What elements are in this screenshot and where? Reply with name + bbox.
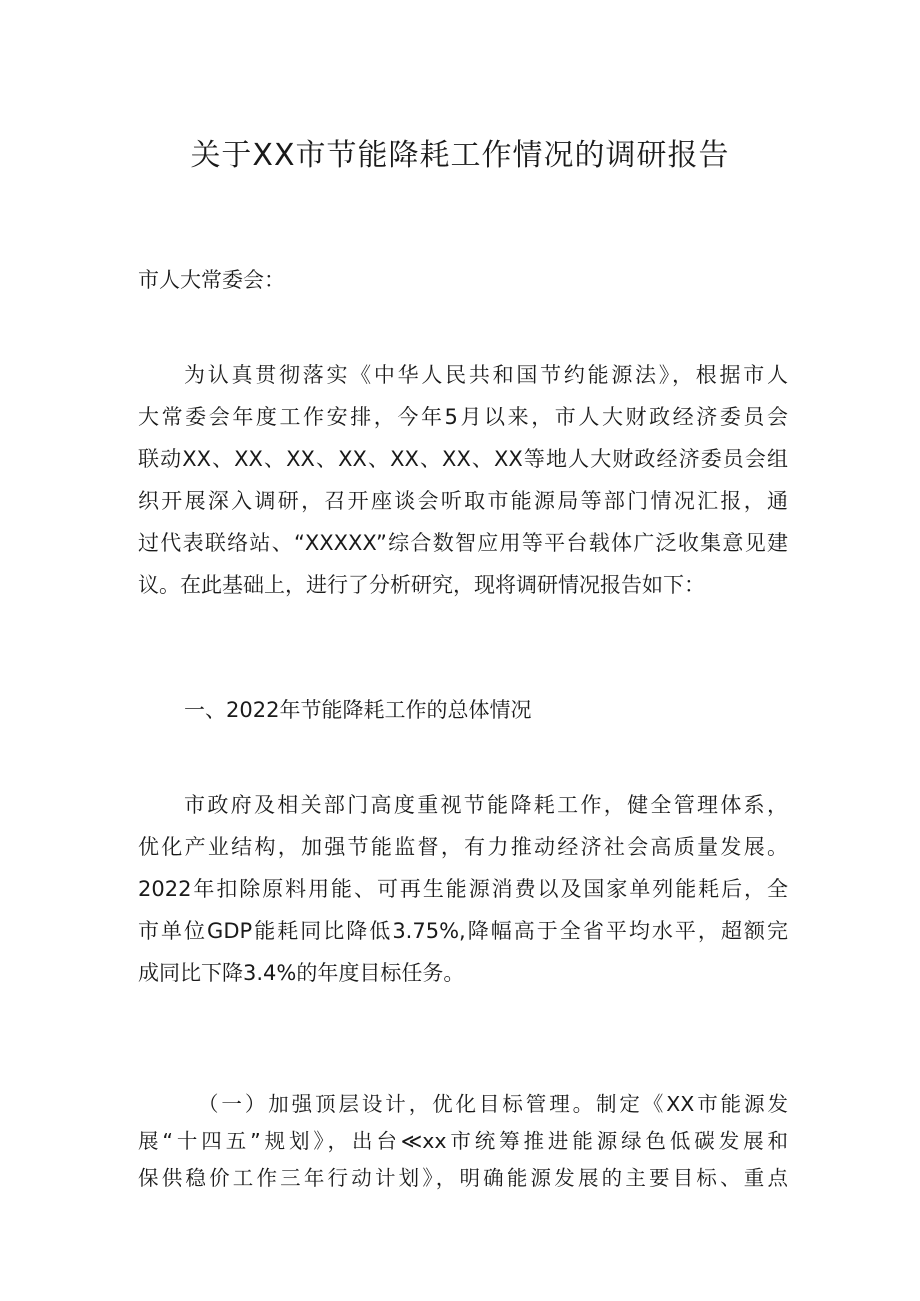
paragraph-line: 市单位GDP能耗同比降低3.75%,降幅高于全省平均水平，超额完 <box>138 919 788 943</box>
section-heading: 一、2022年节能降耗工作的总体情况 <box>184 698 532 722</box>
salutation: 市人大常委会： <box>138 268 285 292</box>
paragraph-line: 为认真贯彻落实《中华人民共和国节约能源法》，根据市人 <box>184 363 788 387</box>
paragraph-line: （一）加强顶层设计，优化目标管理。制定《XX市能源发 <box>198 1092 788 1116</box>
paragraph-line: 保供稳价工作三年行动计划》，明确能源发展的主要目标、重点 <box>138 1166 788 1190</box>
paragraph-line: 展“十四五”规划》，出台≪xx市统筹推进能源绿色低碳发展和 <box>138 1129 788 1153</box>
section1-paragraph <box>138 784 788 994</box>
subsection1-paragraph <box>138 1086 788 1197</box>
intro-paragraph <box>138 354 788 606</box>
paragraph-line: 成同比下降3.4%的年度目标任务。 <box>138 961 465 985</box>
paragraph-line: 2022年扣除原料用能、可再生能源消费以及国家单列能耗后，全 <box>138 877 788 901</box>
paragraph-line: 优化产业结构，加强节能监督，有力推动经济社会高质量发展。 <box>138 835 788 859</box>
paragraph-line: 织开展深入调研，召开座谈会听取市能源局等部门情况汇报，通 <box>138 489 788 513</box>
paragraph-line: 大常委会年度工作安排，今年5月以来，市人大财政经济委员会 <box>138 405 788 429</box>
paragraph-line: 过代表联络站、“XXXXX”综合数智应用等平台载体广泛收集意见建 <box>138 531 788 555</box>
paragraph-line: 联动XX、XX、XX、XX、XX、XX、XX等地人大财政经济委员会组 <box>138 447 788 471</box>
document-title: 关于XX市节能降耗工作情况的调研报告 <box>190 138 730 173</box>
paragraph-line: 议。在此基础上，进行了分析研究，现将调研情况报告如下： <box>138 573 705 597</box>
paragraph-line: 市政府及相关部门高度重视节能降耗工作，健全管理体系， <box>184 793 788 817</box>
